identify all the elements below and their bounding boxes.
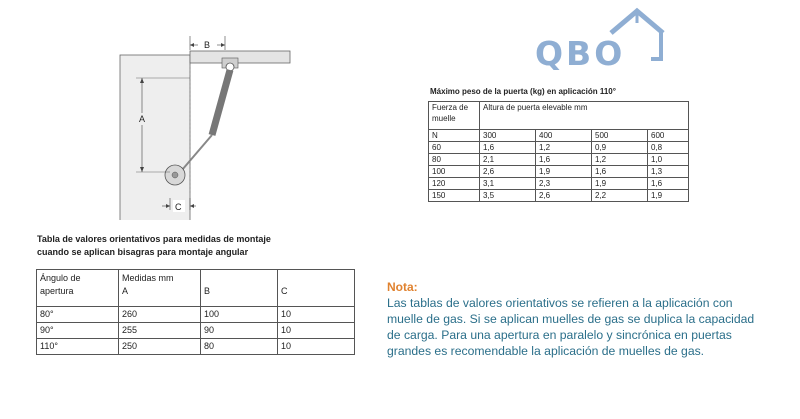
weight-table-title: Máximo peso de la puerta (kg) en aplicación 110° — [430, 87, 616, 96]
measures-row — [37, 307, 355, 323]
weight-cell: 1,9 — [536, 166, 592, 178]
weight-header-force: Fuerza de muelle — [429, 102, 480, 130]
label-c: C — [175, 202, 182, 212]
weight-height-600: 600 — [648, 130, 689, 142]
measures-cell: 10 — [278, 339, 355, 355]
measures-row — [37, 339, 355, 355]
measures-table — [36, 269, 355, 355]
measures-table-title — [37, 233, 271, 259]
measures-header-c — [278, 270, 355, 307]
weight-cell: 100 — [429, 166, 480, 178]
weight-cell: 1,9 — [592, 178, 648, 190]
weight-header-n: N — [429, 130, 480, 142]
weight-cell: 2,6 — [536, 190, 592, 202]
measures-title-line2: cuando se aplican bisagras para montaje angular — [37, 247, 249, 257]
measures-col-b: B — [204, 286, 211, 296]
measures-cell: 260 — [119, 307, 201, 323]
measures-title-line1: Tabla de valores orientativos para medidas de montaje — [37, 234, 271, 244]
weight-cell: 1,6 — [480, 142, 536, 154]
measures-cell: 100 — [201, 307, 278, 323]
note-text: Las tablas de valores orientativos se refieren a la aplicación con muelle de gas. Si se aplican muelles de gas se duplica la capacidad de carga. Para una apertura en paralelo y sincrónica en puertas grandes es recomendable la aplicación de muelles de gas. — [387, 296, 755, 358]
label-a: A — [139, 114, 146, 124]
weight-cell: 2,2 — [592, 190, 648, 202]
qbo-logo — [535, 5, 665, 75]
weight-cell: 1,2 — [536, 142, 592, 154]
weight-cell: 2,3 — [536, 178, 592, 190]
weight-row — [429, 154, 689, 166]
measures-header-a — [119, 270, 201, 307]
weight-row — [429, 190, 689, 202]
measures-cell: 10 — [278, 323, 355, 339]
weight-cell: 1,6 — [592, 166, 648, 178]
measures-cell: 80 — [201, 339, 278, 355]
weight-header-height: Altura de puerta elevable mm — [480, 102, 689, 130]
weight-height-300: 300 — [480, 130, 536, 142]
weight-cell: 120 — [429, 178, 480, 190]
measures-row — [37, 323, 355, 339]
measures-header-angle: Ángulo de apertura — [37, 270, 119, 307]
measures-cell: 110° — [37, 339, 119, 355]
weight-cell: 1,3 — [648, 166, 689, 178]
measures-col-c: C — [281, 286, 288, 296]
weight-table — [428, 101, 689, 202]
weight-cell: 0,8 — [648, 142, 689, 154]
weight-height-500: 500 — [592, 130, 648, 142]
measures-cell: 90° — [37, 323, 119, 339]
measures-cell: 80° — [37, 307, 119, 323]
weight-cell: 1,2 — [592, 154, 648, 166]
logo-text: QBO — [535, 34, 626, 73]
label-b: B — [204, 40, 211, 50]
weight-cell: 2,1 — [480, 154, 536, 166]
weight-row — [429, 178, 689, 190]
measures-col-a: A — [122, 286, 129, 296]
cabinet-panel — [120, 55, 190, 220]
weight-cell: 3,1 — [480, 178, 536, 190]
measures-cell: 250 — [119, 339, 201, 355]
weight-cell: 60 — [429, 142, 480, 154]
weight-cell: 80 — [429, 154, 480, 166]
note-label: Nota: — [387, 280, 418, 294]
weight-row — [429, 166, 689, 178]
weight-cell: 1,6 — [648, 178, 689, 190]
measures-header-b — [201, 270, 278, 307]
weight-height-400: 400 — [536, 130, 592, 142]
weight-cell: 3,5 — [480, 190, 536, 202]
weight-cell: 0,9 — [592, 142, 648, 154]
measures-header-measures: Medidas mm — [122, 273, 174, 283]
weight-cell: 1,0 — [648, 154, 689, 166]
gas-spring-diagram — [100, 30, 320, 220]
measures-cell: 10 — [278, 307, 355, 323]
weight-cell: 1,6 — [536, 154, 592, 166]
weight-cell: 150 — [429, 190, 480, 202]
weight-cell: 2,6 — [480, 166, 536, 178]
door-panel — [190, 51, 290, 63]
weight-cell: 1,9 — [648, 190, 689, 202]
measures-cell: 255 — [119, 323, 201, 339]
measures-cell: 90 — [201, 323, 278, 339]
weight-row — [429, 142, 689, 154]
